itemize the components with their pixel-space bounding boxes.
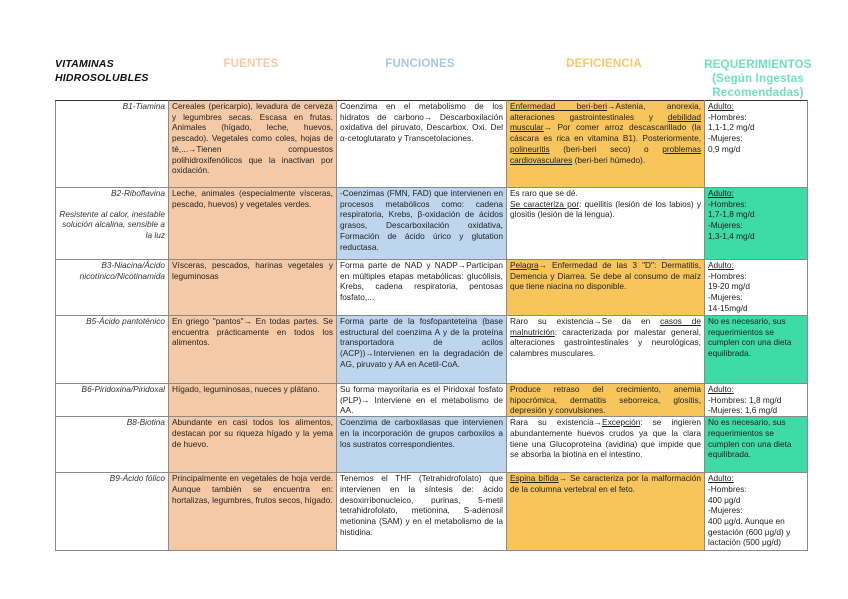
deficiencia-cell xyxy=(507,473,705,551)
deficiencia-text: → Se caracteriza por la malformación de la columna vertebral en el feto. xyxy=(510,473,701,494)
deficiencia-underline: casos de malnutrición xyxy=(510,316,701,337)
deficiencia-text: (beri-beri húmedo). xyxy=(572,154,646,165)
vitamin-name: B3-Niacina/Ácido nicotínico/Nicotinamida xyxy=(56,260,169,316)
header-requerimientos-sub: (Según Ingestas Recomendadas) xyxy=(712,73,804,99)
requerimientos-cell xyxy=(705,384,808,417)
req-line: 14-15mg/d xyxy=(708,302,748,313)
req-title: Adulto: xyxy=(708,260,734,270)
deficiencia-cell xyxy=(507,417,705,473)
req-line: 400 μg/d xyxy=(708,494,741,505)
deficiencia-text: Rara su existencia→ xyxy=(510,417,603,428)
deficiencia-cell: Produce retraso del crecimiento, anemia hipocrómica, dermatitis seborreica, glositis, depresión y convulsiones. xyxy=(507,384,705,417)
deficiencia-cell xyxy=(507,316,705,384)
req-line: -Hombres: xyxy=(708,198,747,209)
req-line: 0,9 mg/d xyxy=(708,143,741,154)
fuentes-cell: Abundante en casi todos los alimentos, destacan por su riqueza hígado y la yema de huevo. xyxy=(169,417,337,473)
req-title: Adulto: xyxy=(708,188,734,198)
deficiencia-underline: Enfermedad beri-beri xyxy=(510,101,608,111)
table-row xyxy=(56,316,808,384)
deficiencia-text: (beri-beri seco) o xyxy=(549,143,663,154)
table-row xyxy=(56,260,808,316)
fuentes-cell: Principalmente en vegetales de hoja verde. Aunque también se encuentra en: hortalizas, legumbres, frutos secos, hígado. xyxy=(169,473,337,551)
req-title: Adulto: xyxy=(708,101,734,111)
req-line: -Hombres: 1,8 mg/d xyxy=(708,394,782,405)
req-line: -Hombres: xyxy=(708,111,747,122)
req-line: 1,3-1,4 mg/d xyxy=(708,230,755,241)
fuentes-cell: Cereales (pericarpio), levadura de cerveza y legumbres secas. Escasa en frutas. Animales (hígado, leche, huevos, pescado). Vegetales como coles, hojas de té,...→Tienen compuestos polihidroxifenólicos que la inactivan por oxidación. xyxy=(169,101,337,188)
req-title: Adulto: xyxy=(708,473,734,484)
funciones-cell: Coenzima de carboxilasas que intervienen en la incorporación de grupos carboxilos a los sustratos correspondientes. xyxy=(337,417,507,473)
req-line: 400 μg/d. Aunque en gestación (600 μg/d) y lactación (500 μg/d) xyxy=(708,515,791,548)
header-funciones: FUNCIONES xyxy=(385,58,455,70)
header-fuentes: FUENTES xyxy=(223,58,279,70)
header-requerimientos-title: REQUERIMIENTOS xyxy=(704,59,812,71)
deficiencia-underline: Se caracteriza por xyxy=(510,198,580,209)
fuentes-cell: En griego "pantos"→ En todas partes. Se encuentra prácticamente en todos los alimentos. xyxy=(169,316,337,384)
header-deficiencia: DEFICIENCIA xyxy=(566,58,642,70)
req-line: -Mujeres: xyxy=(708,505,743,516)
fuentes-cell: Vísceras, pescados, harinas vegetales y leguminosas xyxy=(169,260,337,316)
deficiencia-text: → Por comer arroz descascarillado (la cáscara es rica en vitamina B1). Posteriormente, xyxy=(510,122,701,144)
deficiencia-text: Raro su existencia→Se da en xyxy=(510,316,661,326)
funciones-cell: Forma parte de NAD y NADP→Participan en múltiples etapas metabólicas: glucólisis, Krebs, cadena respiratoria, pentosas fosfato,... xyxy=(337,260,507,316)
table-row xyxy=(56,384,808,417)
requerimientos-cell: No es necesario, sus requerimientos se cumplen con una dieta equilibrada. xyxy=(705,316,808,384)
req-line: -Mujeres: xyxy=(708,220,743,231)
table-row xyxy=(56,473,808,551)
vitamin-name: B5-Ácido pantoténico xyxy=(56,316,169,384)
funciones-cell: -Coenzimas (FMN, FAD) que intervienen en procesos metabólicos como: cadena respiratoria, Krebs, β-oxidación de ácidos grasos, Descarboxilación oxidativa, Formación de ácido úrico y glutation reductasa. xyxy=(337,188,507,260)
requerimientos-cell xyxy=(705,101,808,188)
deficiencia-text: : caracterizada por malestar general, alteraciones gastrointestinales y neurológicas, calambres musculares. xyxy=(510,326,701,359)
req-line: -Mujeres: 1,6 mg/d xyxy=(708,405,778,416)
deficiencia-underline: problemas cardiovasculares xyxy=(510,143,701,165)
req-line: 1,7-1,8 mg/d xyxy=(708,209,755,220)
fuentes-cell: Hígado, leguminosas, nueces y plátano. xyxy=(169,384,337,417)
deficiencia-underline: polineuritis xyxy=(510,143,550,154)
header-vitaminas: VITAMINAS HIDROSOLUBLES xyxy=(55,58,149,84)
vitamin-name: B9-Ácido fólico xyxy=(56,473,169,551)
deficiencia-text: : se ingieren abundantemente huevos crudos ya que la clara tiene una Glucoproteína (avidina) que impide que se absorba la biotina en el intestino. xyxy=(510,417,701,460)
deficiencia-underline: debilidad muscular xyxy=(510,111,701,133)
table-row xyxy=(56,101,808,188)
funciones-cell: Forma parte de la fosfopanteteína (base estructural del coenzima A y de la proteína transportadora de acilos (ACP))→Intervienen en la degradación de AG, piruvato y AA en Acetil-CoA. xyxy=(337,316,507,384)
funciones-cell: Su forma mayoritaria es el Piridoxal fosfato (PLP)→ Interviene en el metabolismo de AA. xyxy=(337,384,507,417)
vitamin-name: B2-Riboflavina xyxy=(111,188,165,198)
req-line: -Mujeres: xyxy=(708,133,743,144)
vitamin-name-cell xyxy=(56,188,169,260)
req-line: -Mujeres: xyxy=(708,292,743,303)
deficiencia-cell xyxy=(507,260,705,316)
vitamin-note: Resistente al calor, inestable solución alcalina, sensible a la luz xyxy=(59,208,165,241)
table-row xyxy=(56,188,808,260)
funciones-cell: Coenzima en el metabolismo de los hidratos de carbono→ Descarboxilación oxidativa del piruvato, Descarbox. Oxi. Del α-cetoglutarato y Transcetolaciones. xyxy=(337,101,507,188)
req-title: Adulto: xyxy=(708,384,734,394)
deficiencia-text: Es raro que se dé. xyxy=(510,188,578,198)
table-row xyxy=(56,417,808,473)
requerimientos-cell xyxy=(705,260,808,316)
deficiencia-text: → Enfermedad de las 3 "D": Dermatitis, Demencia y Diarrea. Se debe al consumo de maíz que tiene niacina no disponible. xyxy=(510,260,701,292)
header-requerimientos xyxy=(704,58,812,100)
vitamin-name: B1-Tiamina xyxy=(56,101,169,188)
req-line: 19-20 mg/d xyxy=(708,281,750,292)
vitamins-table xyxy=(55,100,808,551)
fuentes-cell: Leche, animales (especialmente vísceras, pescado, huevos) y vegetales verdes. xyxy=(169,188,337,260)
req-line: -Hombres: xyxy=(708,270,747,281)
deficiencia-cell xyxy=(507,188,705,260)
deficiencia-underline: Pelagra xyxy=(510,260,539,270)
requerimientos-cell: No es necesario, sus requerimientos se cumplen con una dieta equilibrada. xyxy=(705,417,808,473)
funciones-cell: Tenemos el THF (Tetrahidrofolato) que intervienen en la síntesis de: ácido desoxirribonucleico, purinas, 5-metil tetrahidrofolato, metionina, S-adenosil metionina (SAM) y en el metabolismo de la histidina. xyxy=(337,473,507,551)
req-line: 1,1-1,2 mg/d xyxy=(708,122,755,133)
deficiencia-text: : queilitis (lesión de los labios) y glositis (lesión de la lengua). xyxy=(510,198,701,220)
vitamin-name: B8-Biotina xyxy=(56,417,169,473)
deficiencia-cell xyxy=(507,101,705,188)
requerimientos-cell xyxy=(705,473,808,551)
req-line: -Hombres: xyxy=(708,483,747,494)
deficiencia-text: →Astenia, anorexia, alteraciones gastrointestinales y xyxy=(510,101,701,122)
requerimientos-cell xyxy=(705,188,808,260)
vitamin-name: B6-Piridoxina/Piridoxal xyxy=(56,384,169,417)
deficiencia-underline: Espina bífida xyxy=(510,473,559,484)
deficiencia-underline: Excepción xyxy=(602,417,641,428)
